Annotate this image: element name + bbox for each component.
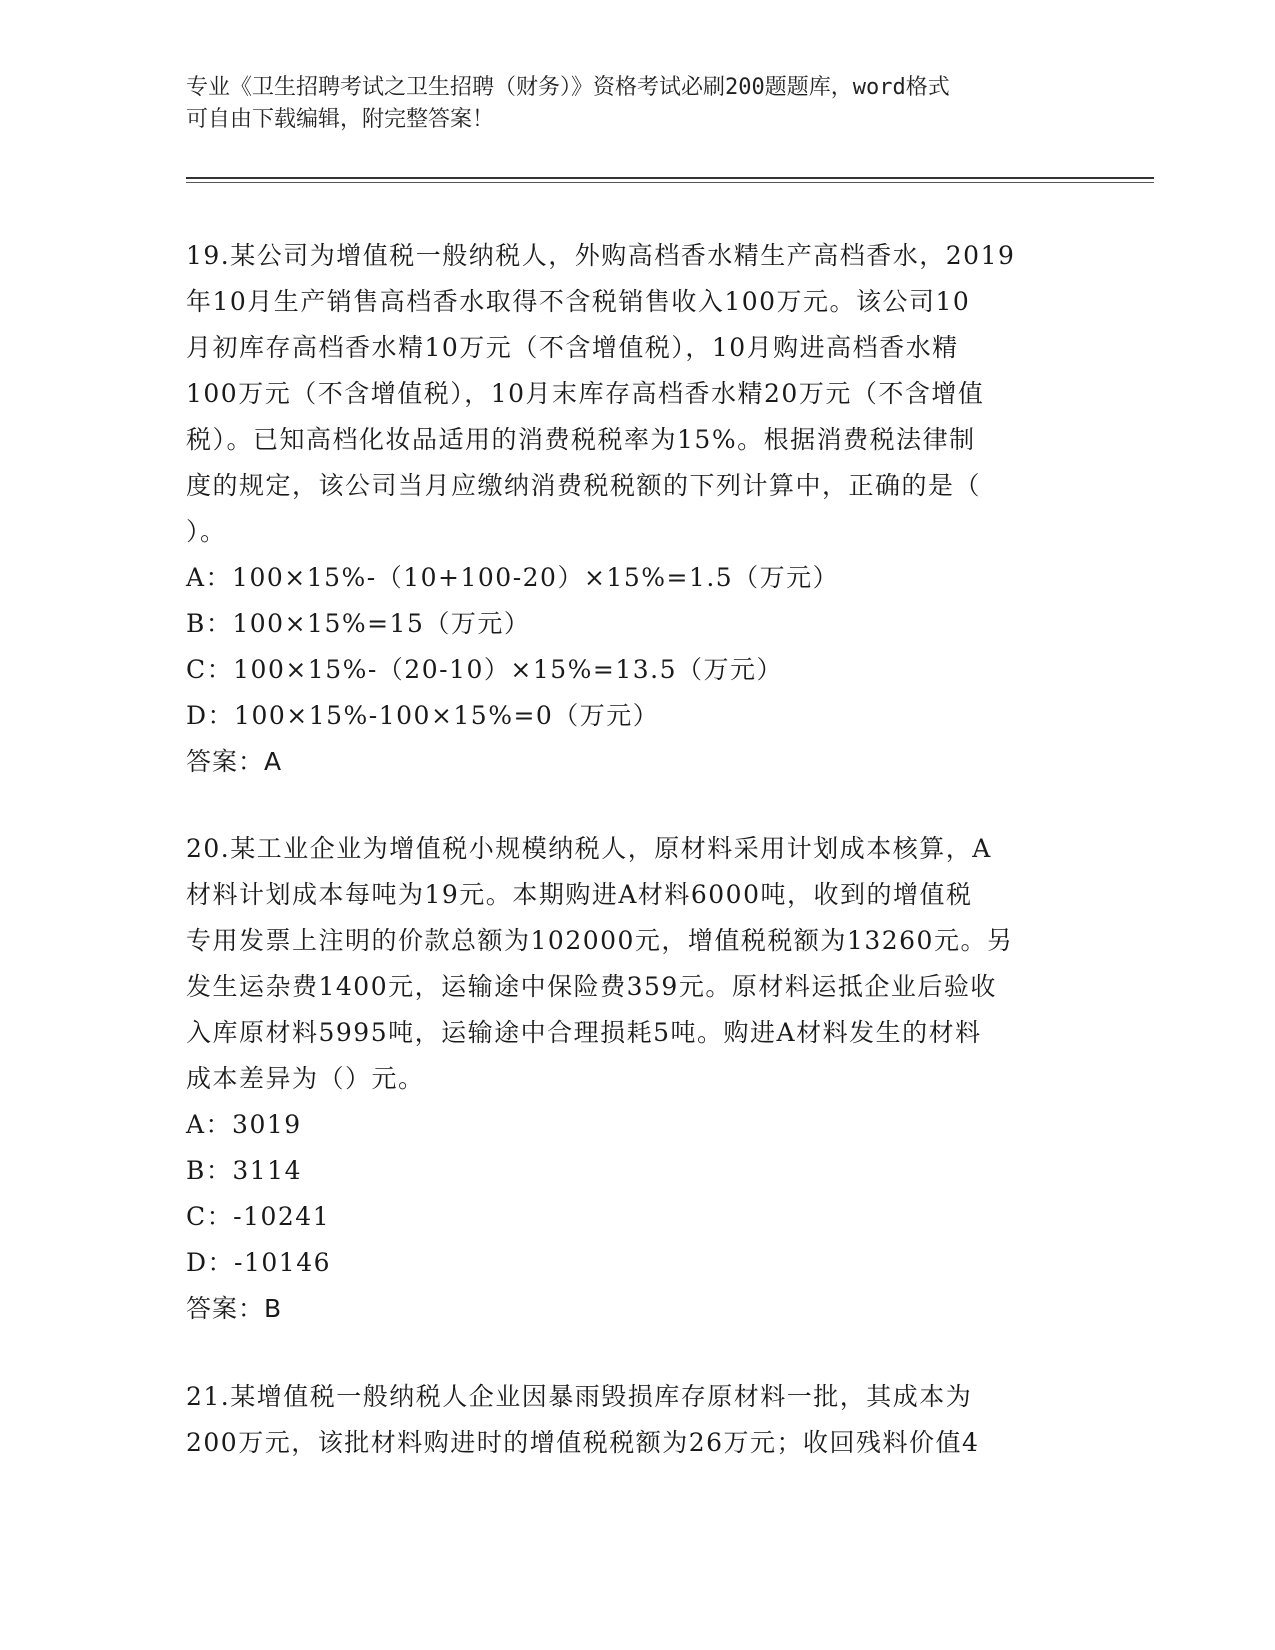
question-text-line: 21.某增值税一般纳税人企业因暴雨毁损库存原材料一批，其成本为 bbox=[186, 1382, 973, 1411]
question-text-line: 材料计划成本每吨为19元。本期购进A材料6000吨，收到的增值税 bbox=[186, 880, 973, 909]
question-text-line: 19.某公司为增值税一般纳税人，外购高档香水精生产高档香水，2019 bbox=[186, 241, 1016, 270]
option-b: B：100×15%=15（万元） bbox=[186, 609, 531, 638]
option-c: C：100×15%-（20-10）×15%=13.5（万元） bbox=[186, 655, 784, 684]
question-text-line: 成本差异为（）元。 bbox=[186, 1064, 425, 1093]
answer-label: 答案：B bbox=[186, 1294, 283, 1323]
question-21 bbox=[186, 1374, 1076, 1466]
answer-label: 答案：A bbox=[186, 747, 283, 776]
option-d: D：100×15%-100×15%=0（万元） bbox=[186, 701, 660, 730]
question-text-line: 年10月生产销售高档香水取得不含税销售收入100万元。该公司10 bbox=[186, 287, 971, 316]
question-text-line: 20.某工业企业为增值税小规模纳税人，原材料采用计划成本核算，A bbox=[186, 834, 992, 863]
question-text-line: ）。 bbox=[186, 517, 227, 546]
question-20 bbox=[186, 826, 1076, 1332]
header-line-2: 可自由下载编辑，附完整答案！ bbox=[186, 107, 495, 132]
question-19 bbox=[186, 233, 1076, 785]
question-text-line: 专用发票上注明的价款总额为102000元，增值税税额为13260元。另 bbox=[186, 926, 1014, 955]
option-a: A：3019 bbox=[186, 1110, 302, 1139]
question-text-line: 200万元，该批材料购进时的增值税税额为26万元；收回残料价值4 bbox=[186, 1428, 980, 1457]
option-b: B：3114 bbox=[186, 1156, 302, 1185]
question-text-line: 100万元（不含增值税），10月末库存高档香水精20万元（不含增值 bbox=[186, 379, 985, 408]
option-a: A：100×15%-（10+100-20）×15%=1.5（万元） bbox=[186, 563, 840, 592]
question-text-line: 入库原材料5995吨，运输途中合理损耗5吨。购进A材料发生的材料 bbox=[186, 1018, 982, 1047]
option-c: C：-10241 bbox=[186, 1202, 331, 1231]
question-text-line: 发生运杂费1400元，运输途中保险费359元。原材料运抵企业后验收 bbox=[186, 972, 997, 1001]
header-line-1: 专业《卫生招聘考试之卫生招聘（财务）》资格考试必刷200题题库，word格式 bbox=[186, 75, 950, 100]
question-text-line: 税）。已知高档化妆品适用的消费税税率为15%。根据消费税法律制 bbox=[186, 425, 976, 454]
option-d: D：-10146 bbox=[186, 1248, 332, 1277]
question-text-line: 度的规定，该公司当月应缴纳消费税税额的下列计算中，正确的是（ bbox=[186, 471, 982, 500]
question-text-line: 月初库存高档香水精10万元（不含增值税），10月购进高档香水精 bbox=[186, 333, 959, 362]
header-divider-thin bbox=[186, 182, 1154, 183]
header-divider-thick bbox=[186, 177, 1154, 179]
document-header bbox=[186, 72, 1066, 136]
